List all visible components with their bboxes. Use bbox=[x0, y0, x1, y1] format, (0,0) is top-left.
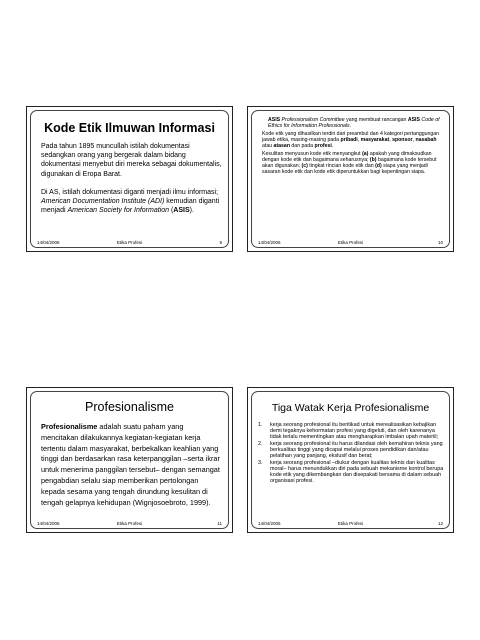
list-item bbox=[258, 422, 445, 440]
footer-page-number: 10 bbox=[437, 240, 443, 245]
text: ( bbox=[169, 207, 174, 215]
text-italic: American Society for Information bbox=[67, 207, 170, 215]
text: apakah yang dimaksudkan dengan kode etik dan bagaimana seharusnya; bbox=[262, 151, 432, 163]
slide-title: Tiga Watak Kerja Profesionalisme bbox=[271, 402, 430, 414]
text-italic: Code of Ethics for Information Professionals bbox=[268, 117, 440, 129]
list-number: 3. bbox=[258, 460, 263, 466]
slide-title: Profesionalisme bbox=[85, 400, 174, 414]
text-bold: pribadi bbox=[340, 137, 358, 143]
slide-9 bbox=[26, 106, 233, 252]
text: adalah suatu paham yang mencitakan dilakukannya kegiatan-kegiatan kerja tertentu dalam masyarakat, berbekalkan keahlian yang tinggi dan berdasarkan rasa keterpanggilan –serta ikrar untuk menerima panggilan tersebut– dengan semangat pengabdian selalu siap memberikan pertolongan kepada sesama yang tengah dirundung kesulitan di tengah gelapnya kehidupan (Wignjosoebroto, 1999). bbox=[41, 422, 220, 507]
text: atau bbox=[262, 143, 274, 149]
text: dan pada bbox=[289, 143, 315, 149]
text-bold: Profesionalisme bbox=[41, 422, 98, 431]
text-bold: ASIS bbox=[268, 117, 281, 123]
text: kemudian diganti menjadi bbox=[41, 198, 220, 215]
footer-page-number: 9 bbox=[219, 240, 222, 245]
text: Kode etik yang dihasilkan terdiri dari preambul dan 4 kategori pertanggungan jawab etika, masing-masing pada bbox=[262, 131, 440, 143]
paragraph: Pada tahun 1895 muncullah istilah dokumentasi sedangkan orang yang bergerak dalam bidang dokumentasi menyebut diri mereka sebagai dokumentalis, digunakan di Eropa Barat. bbox=[41, 143, 222, 178]
paragraph bbox=[41, 188, 224, 216]
text-bold: sponsor bbox=[392, 137, 413, 143]
footer-page-number: 12 bbox=[437, 521, 443, 526]
list-text: kerja seorang profesional itu harus dilandasi oleh kemahiran teknis yang berkualitas tinggi yang dicapai melalui proses pendidikan dan/atau pelatihan yang panjang, ekslusif dan berat; bbox=[270, 441, 443, 459]
text-bold: (d) bbox=[375, 163, 382, 169]
list-number: 2. bbox=[258, 441, 263, 447]
slide-body bbox=[41, 422, 222, 508]
text: Kesulitan menyusun kode etik menyangkut bbox=[262, 151, 363, 157]
paragraph bbox=[258, 131, 445, 149]
text: tingkat rincian kode etik dan bbox=[307, 163, 376, 169]
text-bold: nasabah bbox=[415, 137, 437, 143]
list-number: 1. bbox=[258, 422, 263, 428]
text: . bbox=[331, 143, 334, 149]
list-text: kerja seorang profesional itu beritikad untuk merealisasikan kebajikan demi tegaknya kehormatan profesi yang digeluti, dan oleh karenanya tidak terlalu mementingkan atau mengharapkan imbalan upah materiil; bbox=[270, 422, 439, 440]
slide-body bbox=[41, 142, 224, 224]
text: , bbox=[389, 137, 393, 143]
footer-course: Etika Profesi bbox=[116, 240, 143, 245]
text: , bbox=[357, 137, 361, 143]
list-text: kerja seorang profesional –diukur dengan kualitas teknis dan kualitas moral– harus menundukkan diri pada sebuah mekanisme kontrol berupa kode etik yang dikembangkan dan disepakati bersama di dalam sebuah organisasi profesi. bbox=[270, 460, 444, 484]
text-italic: Professionalism Committee bbox=[280, 117, 345, 123]
footer-course: Etika Profesi bbox=[337, 240, 364, 245]
text: Di AS, istilah dokumentasi diganti menjadi ilmu informasi; bbox=[41, 188, 219, 196]
text-bold: atasan bbox=[273, 143, 290, 149]
footer-date: 14/04/2006 bbox=[258, 240, 281, 245]
text-bold: profesi bbox=[314, 143, 332, 149]
footer-date: 14/04/2006 bbox=[258, 521, 281, 526]
text: bagaimana kode tersebut akan digunakan; bbox=[262, 157, 437, 169]
paragraph bbox=[258, 117, 445, 129]
slide-body bbox=[258, 117, 445, 177]
slide-10 bbox=[247, 106, 454, 252]
footer-date: 14/04/2006 bbox=[37, 521, 60, 526]
slide-title: Kode Etik Ilmuwan Informasi bbox=[44, 121, 215, 135]
list-item bbox=[258, 441, 445, 459]
text-bold: ASIS bbox=[173, 207, 190, 215]
slide-11 bbox=[26, 387, 233, 533]
text: ). bbox=[189, 207, 194, 215]
text-bold: (b) bbox=[369, 157, 377, 163]
paragraph bbox=[258, 151, 445, 175]
slide-body bbox=[258, 422, 445, 485]
text: . bbox=[349, 123, 352, 129]
footer-course: Etika Profesi bbox=[337, 521, 364, 526]
footer-date: 14/04/2006 bbox=[37, 240, 60, 245]
text: siapa yang menjadi sasaran kode etik dan kode etik diperuntukkan bagi kepentingan siapa. bbox=[262, 163, 428, 175]
text-italic: American Documentation Institute (ADI) bbox=[41, 198, 165, 206]
text: , bbox=[412, 137, 416, 143]
text-bold: masyarakat bbox=[360, 137, 390, 143]
slide-12 bbox=[247, 387, 454, 533]
footer-course: Etika Profesi bbox=[116, 521, 143, 526]
text-bold: (a) bbox=[362, 151, 369, 157]
text-bold: ASIS bbox=[407, 117, 420, 123]
list-item bbox=[258, 460, 445, 484]
text-bold: (c) bbox=[301, 163, 308, 169]
footer-page-number: 11 bbox=[217, 521, 222, 526]
text: yang membuat rancangan bbox=[344, 117, 408, 123]
